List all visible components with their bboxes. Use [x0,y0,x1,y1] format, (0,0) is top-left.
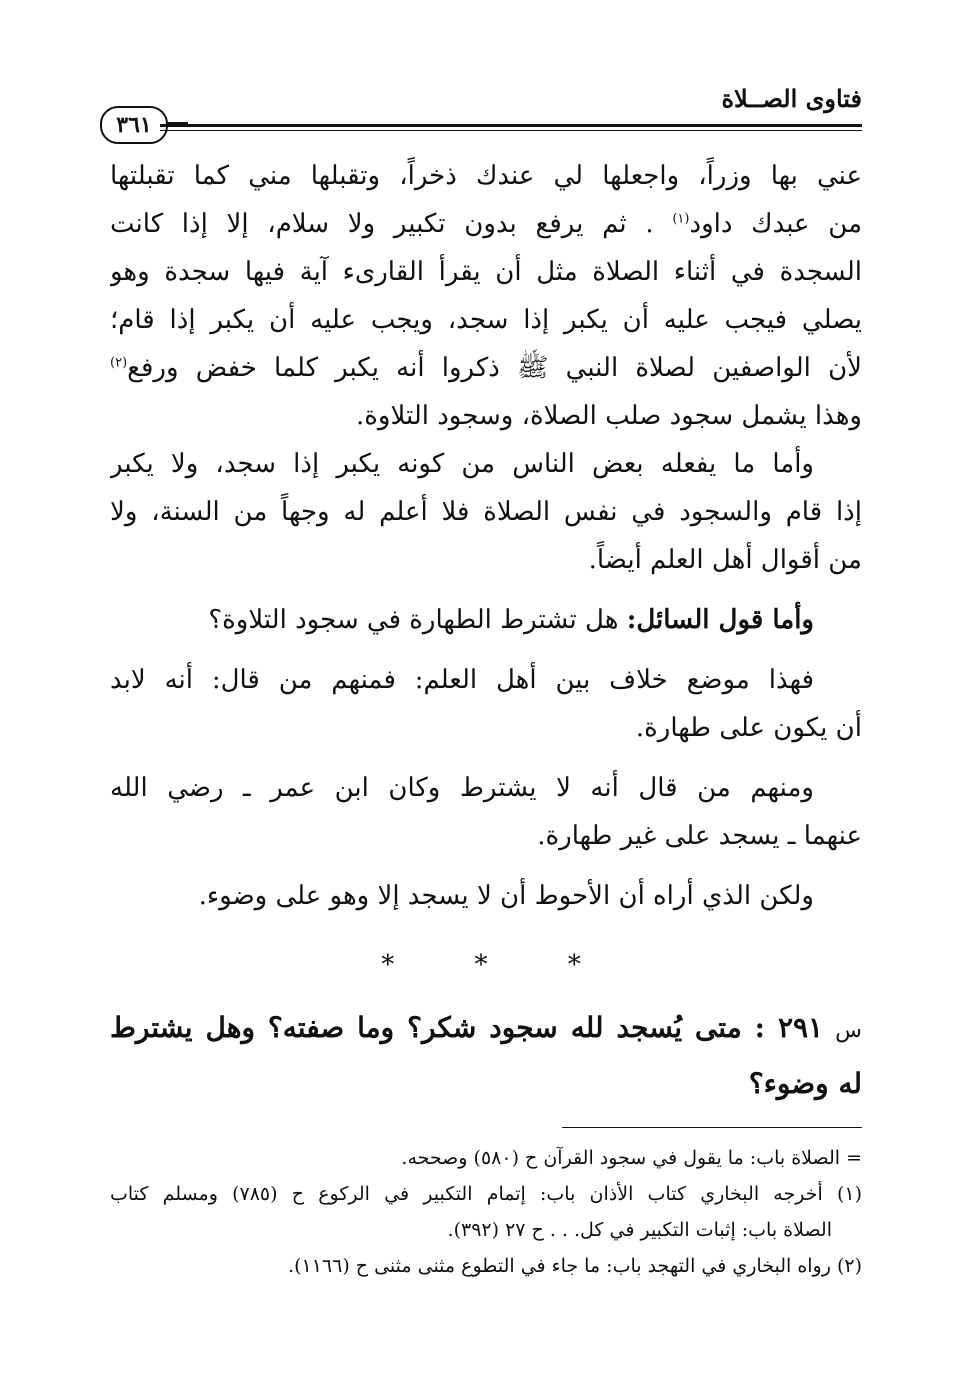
text-run: يصلي فيجب عليه أن يكبر إذا سجد، ويجب عليه أن يكبر إذا قام؛ [110,305,862,335]
text-run: ومنهم من قال أنه لا يشترط وكان ابن عمر ـ رضي الله [110,773,814,803]
question-heading [110,1000,862,1112]
text-run: عني بها وزراً، واجعلها لي عندك ذخراً، وتقبلها مني كما تقبلتها [110,161,862,191]
text-run: السجدة في أثناء الصلاة مثل أن يقرأ القارىء آية فيها سجدة وهو [110,257,862,287]
body-line [110,296,862,344]
body-line [110,200,862,248]
text-run: أن يكون على طهارة. [635,713,862,743]
footnote-line [110,1140,862,1176]
header-rule-thin [160,130,862,131]
text-run: . ثم يرفع بدون تكبير ولا سلام، إلا إذا كانت [110,209,654,239]
body-line [110,596,862,644]
body-line [110,344,862,392]
page-number: ٣٦١ [100,106,168,144]
text-run: إذا قام والسجود في نفس الصلاة فلا أعلم له وجهاً من السنة، ولا [110,497,862,527]
body-line [110,704,862,752]
question-icon: س [835,1018,862,1043]
text-run: ولكن الذي أراه أن الأحوط أن لا يسجد إلا وهو على وضوء. [198,881,814,911]
text-run: هل تشترط الطهارة في سجود التلاوة؟ [208,605,619,635]
footnote-marker[interactable]: (٢) [110,355,128,371]
body-line [110,812,862,860]
text-run: وأما ما يفعله بعض الناس من كونه يكبر إذا سجد، ولا يكبر [110,449,814,479]
body-line [110,764,862,812]
question-text: له وضوء؟ [748,1067,862,1100]
header-rule [160,124,862,127]
text-run: لأن الواصفين لصلاة النبي ﷺ ذكروا أنه يكبر كلما خفض ورفع [127,353,862,383]
body-line [110,392,862,440]
body-line [110,248,862,296]
text-run: من عبدك داود [689,209,862,239]
footnote-2: (٢) رواه البخاري في التهجد باب: ما جاء في التطوع مثنى مثنى ح (١١٦٦). [288,1255,862,1277]
footnote-line [110,1248,862,1284]
question-text: : متى يُسجد لله سجود شكر؟ وما صفته؟ وهل يشترط [110,1011,765,1044]
text-run: فهذا موضع خلاف بين أهل العلم: فمنهم من قال: أنه لابد [110,665,814,695]
footnotes [110,1140,862,1284]
body-text [110,152,862,920]
footnote-1-cont: الصلاة باب: إثبات التكبير في كل. . . ح ٢٧ (٣٩٢). [447,1219,832,1241]
body-line [110,872,862,920]
body-line [110,656,862,704]
asker-label: وأما قول السائل: [626,605,814,635]
question-number: ٢٩١ [777,1011,824,1044]
footnote-1: (١) أخرجه البخاري كتاب الأذان باب: إتمام التكبير في الركوع ح (٧٨٥) ومسلم كتاب [110,1183,862,1205]
body-line [110,536,862,584]
text-run: عنهما ـ يسجد على غير طهارة. [537,821,862,851]
paragraph-gap [110,584,862,596]
running-header-title: فتاوى الصــلاة [721,84,862,113]
question-line [110,1000,862,1056]
question-line [110,1056,862,1112]
footnote-line [110,1176,862,1212]
section-separator: * * * [381,950,617,980]
body-line [110,152,862,200]
paragraph-gap [110,644,862,656]
body-line [110,488,862,536]
footnote-marker[interactable]: (١) [672,211,690,227]
text-run: من أقوال أهل العلم أيضاً. [588,545,862,575]
paragraph-gap [110,752,862,764]
footnote-line [110,1212,862,1248]
text-run: وهذا يشمل سجود صلب الصلاة، وسجود التلاوة. [356,401,862,431]
body-line [110,440,862,488]
footnote-continuation: = الصلاة باب: ما يقول في سجود القرآن ح (٥٨٠) وصححه. [401,1147,862,1169]
paragraph-gap [110,860,862,872]
footnote-rule [562,1127,862,1128]
